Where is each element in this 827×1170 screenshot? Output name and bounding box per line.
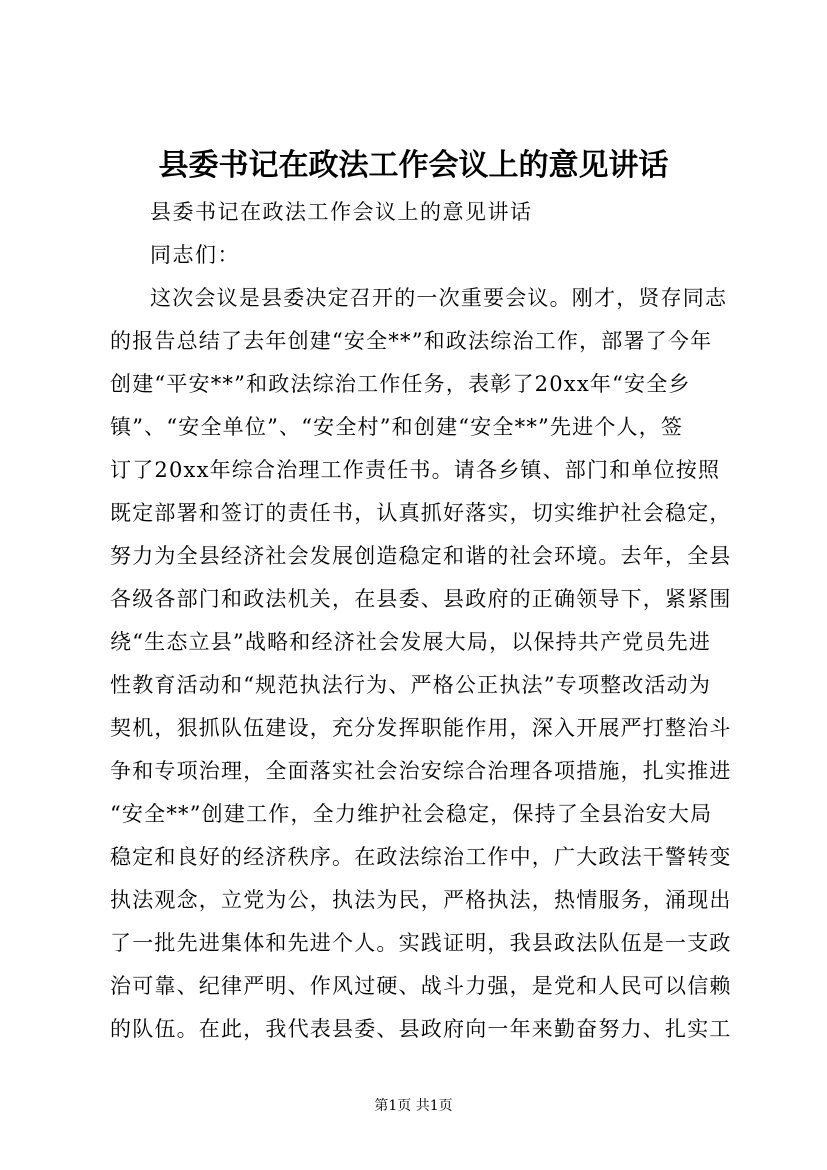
body-line: 契机，狠抓队伍建设，充分发挥职能作用，深入开展严打整治斗 xyxy=(110,716,732,740)
greeting: 同志们： xyxy=(150,243,240,267)
body-line: 的队伍。在此，我代表县委、县政府向一年来勤奋努力、扎实工 xyxy=(110,1017,732,1041)
document-title: 县委书记在政法工作会议上的意见讲话 xyxy=(158,148,669,183)
body-line: 了一批先进集体和先进个人。实践证明，我县政法队伍是一支政 xyxy=(110,931,732,955)
body-line: 镇”、“安全单位”、“安全村”和创建“安全**”先进个人，签 xyxy=(110,415,684,439)
body-line: 性教育活动和“规范执法行为、严格公正执法”专项整改活动为 xyxy=(110,673,712,697)
body-line: 这次会议是县委决定召开的一次重要会议。刚才，贤存同志 xyxy=(150,286,728,310)
document-subtitle: 县委书记在政法工作会议上的意见讲话 xyxy=(150,200,533,224)
body-line: 创建“平安**”和政法综治工作任务，表彰了20xx年“安全乡 xyxy=(110,372,691,396)
body-line: 的报告总结了去年创建“安全**”和政法综治工作，部署了今年 xyxy=(110,329,713,353)
body-line: 订了20xx年综合治理工作责任书。请各乡镇、部门和单位按照 xyxy=(110,458,721,482)
body-line: 既定部署和签订的责任书，认真抓好落实，切实维护社会稳定， xyxy=(110,501,732,525)
body-line: 稳定和良好的经济秩序。在政法综治工作中，广大政法干警转变 xyxy=(110,845,732,869)
body-line: “安全**”创建工作，全力维护社会稳定，保持了全县治安大局 xyxy=(110,802,713,826)
body-line: 努力为全县经济社会发展创造稳定和谐的社会环境。去年，全县 xyxy=(110,544,732,568)
body-line: 执法观念，立党为公，执法为民，严格执法，热情服务，涌现出 xyxy=(110,888,732,912)
body-line: 各级各部门和政法机关，在县委、县政府的正确领导下，紧紧围 xyxy=(110,587,732,611)
body-line: 争和专项治理，全面落实社会治安综合治理各项措施，扎实推进 xyxy=(110,759,732,783)
page-footer: 第1页 共1页 xyxy=(374,1098,453,1114)
body-line: 治可靠、纪律严明、作风过硬、战斗力强，是党和人民可以信赖 xyxy=(110,974,732,998)
body-line: 绕“生态立县”战略和经济社会发展大局，以保持共产党员先进 xyxy=(110,630,712,654)
